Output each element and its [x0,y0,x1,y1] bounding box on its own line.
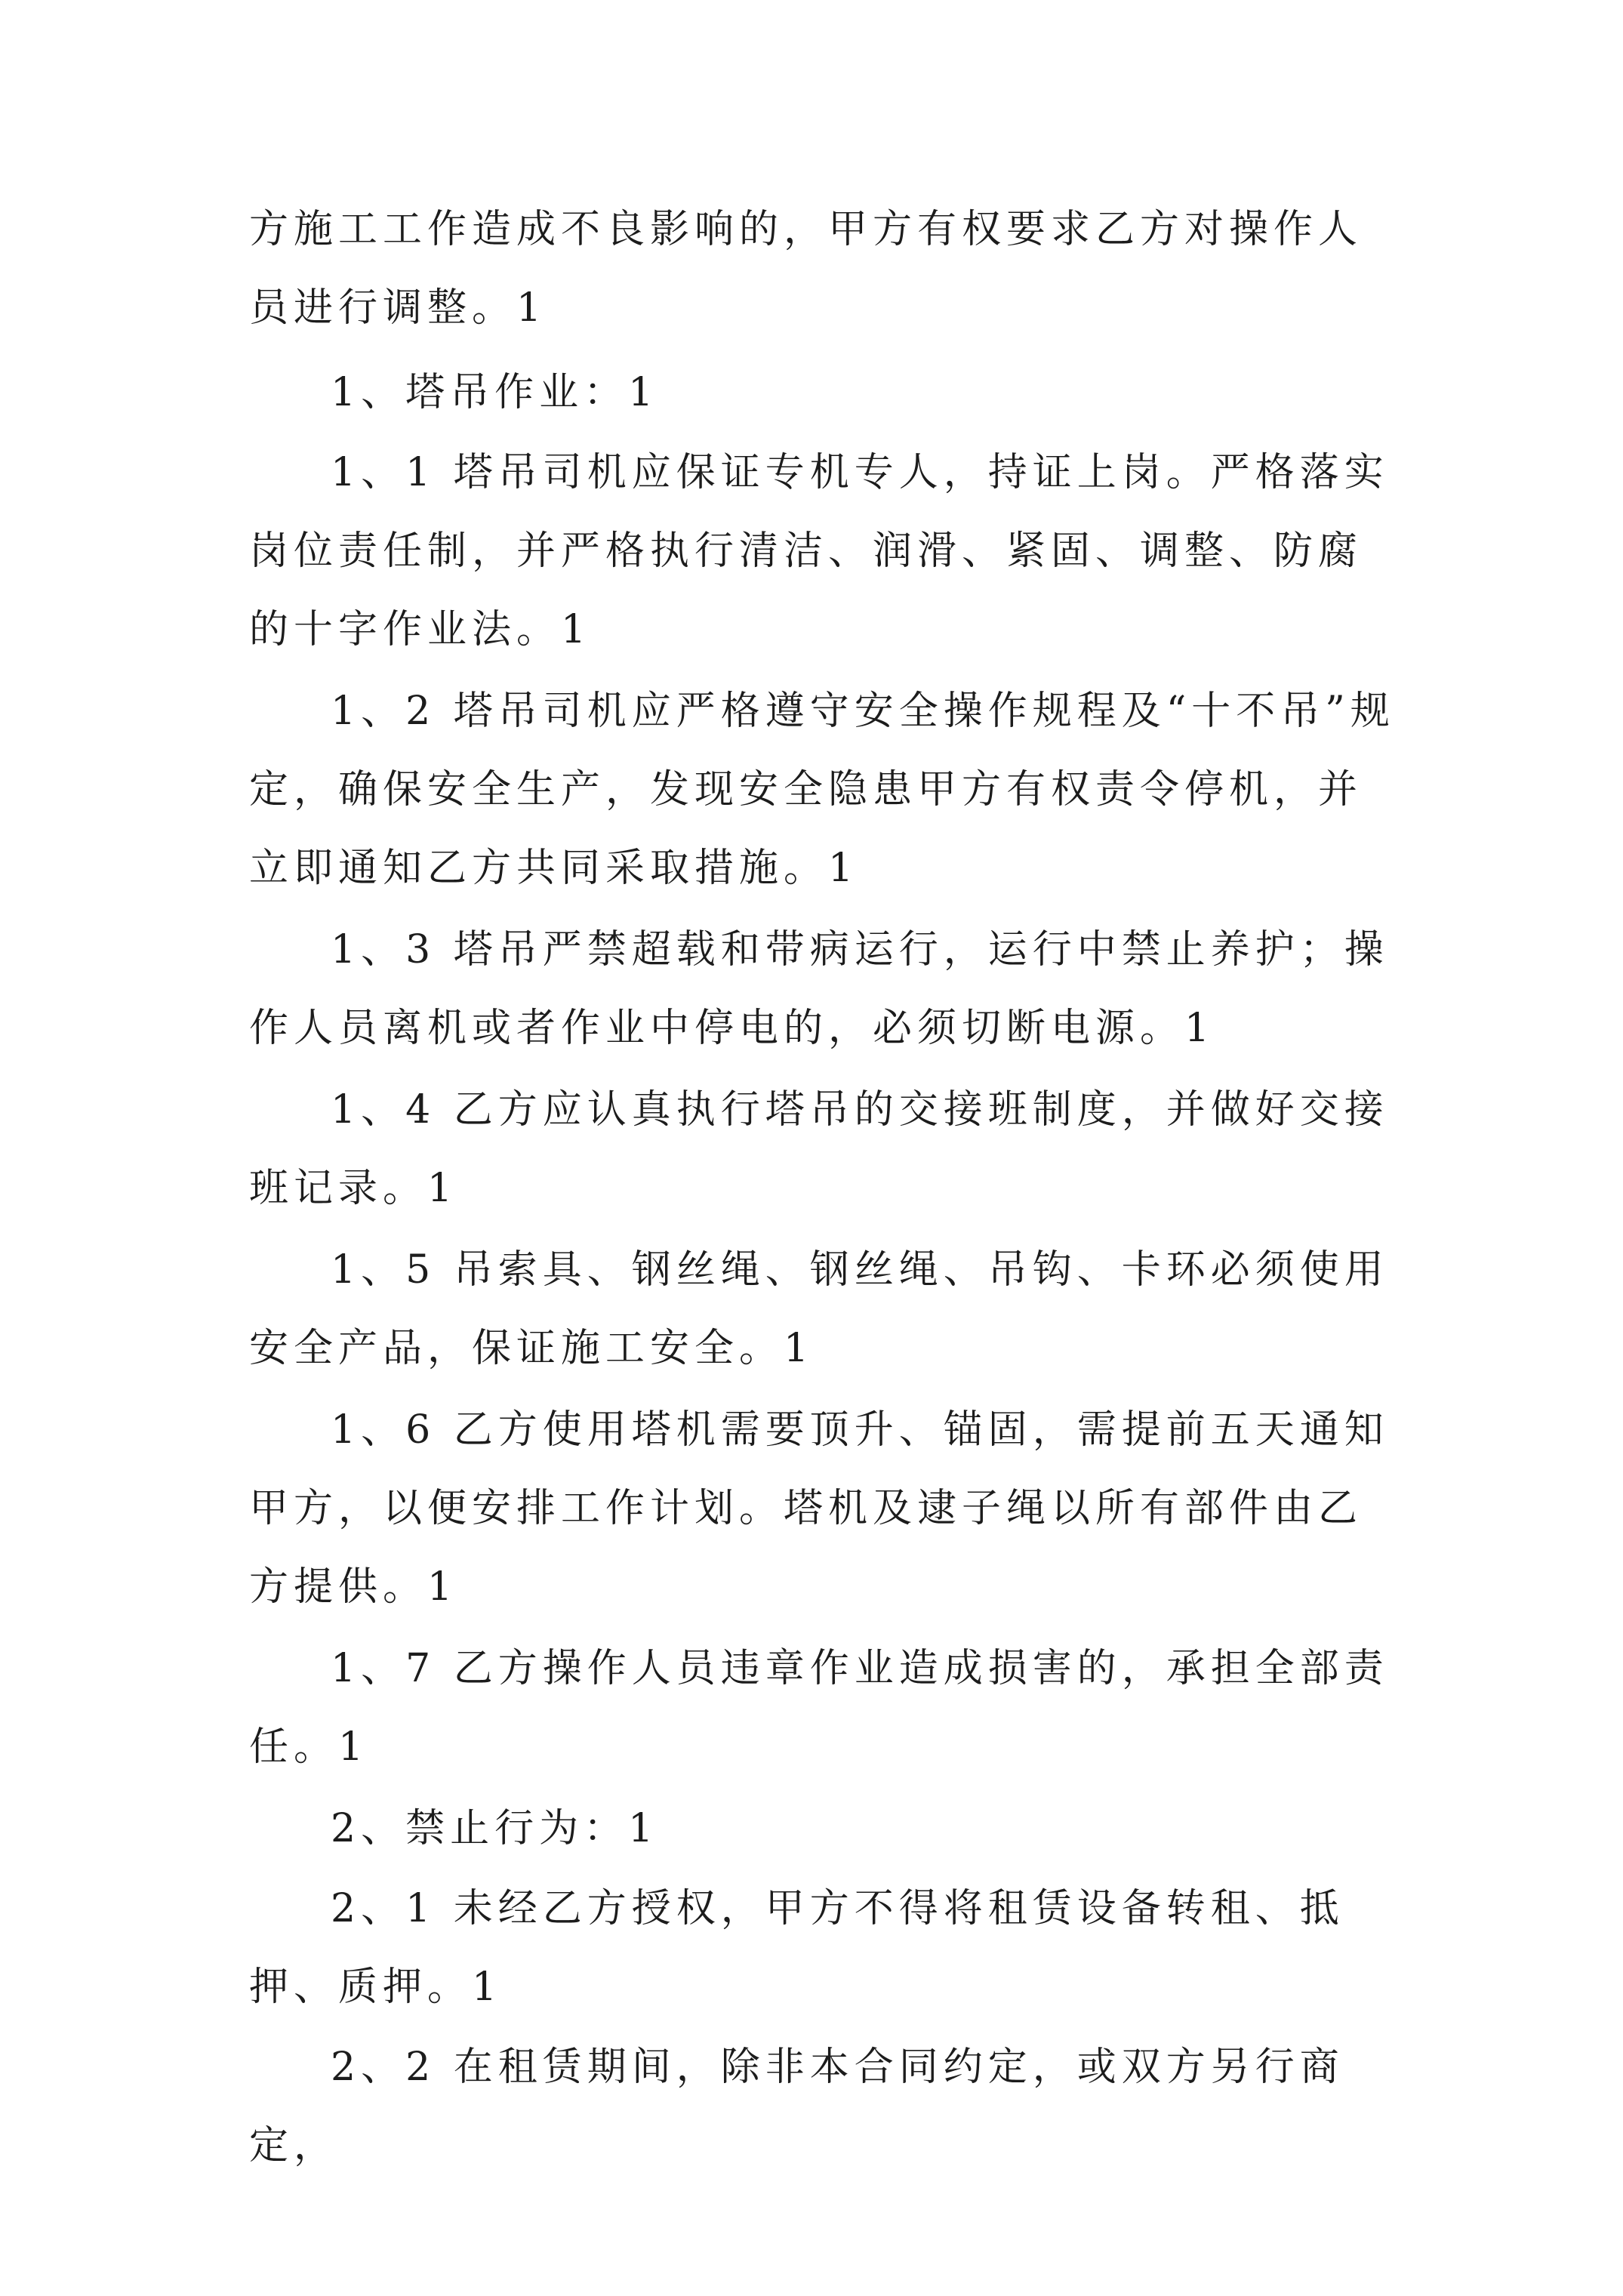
clause-2-1: 2、1 未经乙方授权，甲方不得将租赁设备转租、抵押、质押。1 [249,1886,1344,2010]
clause-1-6: 1、6 乙方使用塔机需要顶升、锚固，需提前五天通知甲方，以便安排工作计划。塔机及逮子绳以所有部件由乙方提供。1 [249,1407,1389,1610]
section-heading-tower-crane: 1、塔吊作业：1 [331,370,659,415]
clause-1-5: 1、5 吊索具、钢丝绳、钢丝绳、吊钩、卡环必须使用安全产品，保证施工安全。1 [249,1247,1389,1371]
section-heading-prohibited: 2、禁止行为：1 [331,1806,659,1851]
clause-1-4: 1、4 乙方应认真执行塔吊的交接班制度，并做好交接班记录。1 [249,1087,1389,1211]
clause-1-2: 1、2 塔吊司机应严格遵守安全操作规程及“十不吊”规定，确保安全生产，发现安全隐患甲方有权责令停机，并立即通知乙方共同采取措施。1 [249,689,1395,891]
clause-2-2: 2、2 在租赁期间，除非本合同约定，或双方另行商定， [249,2045,1344,2168]
clause-1-7: 1、7 乙方操作人员违章作业造成损害的，承担全部责任。1 [249,1646,1389,1770]
clause-1-3: 1、3 塔吊严禁超载和带病运行，运行中禁止养护；操作人员离机或者作业中停电的，必须切断电源。1 [249,927,1389,1051]
clause-1-1: 1、1 塔吊司机应保证专机专人，持证上岗。严格落实岗位责任制，并严格执行清洁、润滑、紧固、调整、防腐的十字作业法。1 [249,450,1389,652]
paragraph-continued: 方施工工作造成不良影响的，甲方有权要求乙方对操作人员进行调整。1 [249,207,1363,331]
